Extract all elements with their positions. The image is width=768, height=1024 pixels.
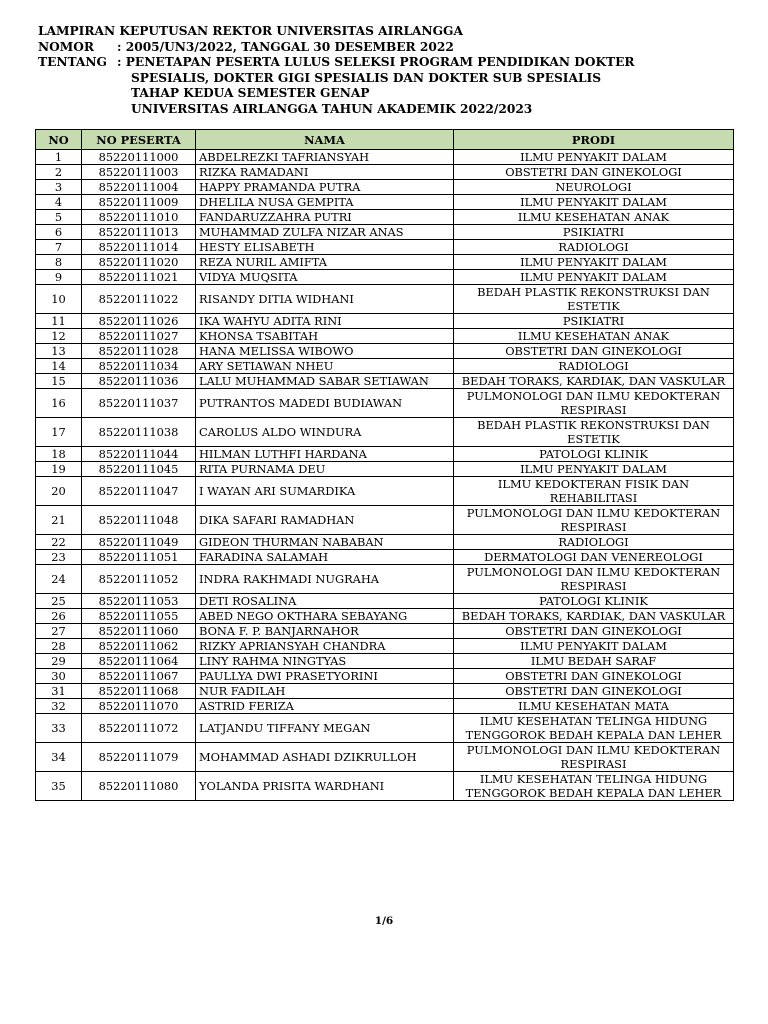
table-header-row	[36, 130, 734, 150]
cell-no: 24	[36, 565, 82, 594]
cell-no: 27	[36, 624, 82, 639]
cell-no: 3	[36, 180, 82, 195]
cell-nama: NUR FADILAH	[196, 684, 454, 699]
cell-nama: HAPPY PRAMANDA PUTRA	[196, 180, 454, 195]
cell-no: 2	[36, 165, 82, 180]
cell-no: 14	[36, 359, 82, 374]
table-row	[36, 639, 734, 654]
table-row	[36, 550, 734, 565]
cell-prodi: RADIOLOGI	[454, 535, 734, 550]
header-line-nomor	[38, 40, 635, 56]
cell-nama: FANDARUZZAHRA PUTRI	[196, 210, 454, 225]
cell-no-peserta: 85220111036	[82, 374, 196, 389]
cell-no: 15	[36, 374, 82, 389]
cell-no-peserta: 85220111048	[82, 506, 196, 535]
cell-nama: I WAYAN ARI SUMARDIKA	[196, 477, 454, 506]
cell-prodi: ILMU PENYAKIT DALAM	[454, 195, 734, 210]
cell-nama: ARY SETIAWAN NHEU	[196, 359, 454, 374]
cell-nama: LATJANDU TIFFANY MEGAN	[196, 714, 454, 743]
participants-table	[35, 129, 734, 801]
cell-no-peserta: 85220111000	[82, 150, 196, 165]
cell-no-peserta: 85220111004	[82, 180, 196, 195]
cell-no-peserta: 85220111060	[82, 624, 196, 639]
cell-nama: RIZKA RAMADANI	[196, 165, 454, 180]
table-row	[36, 624, 734, 639]
cell-no-peserta: 85220111026	[82, 314, 196, 329]
cell-nama: INDRA RAKHMADI NUGRAHA	[196, 565, 454, 594]
cell-prodi: ILMU KESEHATAN TELINGA HIDUNG TENGGOROK BEDAH KEPALA DAN LEHER	[454, 772, 734, 801]
cell-prodi: OBSTETRI DAN GINEKOLOGI	[454, 624, 734, 639]
cell-no: 23	[36, 550, 82, 565]
table-row	[36, 195, 734, 210]
cell-no: 9	[36, 270, 82, 285]
cell-nama: VIDYA MUQSITA	[196, 270, 454, 285]
cell-no: 1	[36, 150, 82, 165]
cell-nama: HESTY ELISABETH	[196, 240, 454, 255]
cell-nama: LINY RAHMA NINGTYAS	[196, 654, 454, 669]
cell-no: 10	[36, 285, 82, 314]
tentang-cont-1: SPESIALIS, DOKTER GIGI SPESIALIS DAN DOKTER SUB SPESIALIS	[131, 70, 602, 85]
cell-no-peserta: 85220111044	[82, 447, 196, 462]
tentang-label: TENTANG	[38, 55, 107, 69]
table-row	[36, 359, 734, 374]
cell-nama: RIZKY APRIANSYAH CHANDRA	[196, 639, 454, 654]
cell-prodi: PSIKIATRI	[454, 225, 734, 240]
cell-no-peserta: 85220111053	[82, 594, 196, 609]
cell-no: 22	[36, 535, 82, 550]
cell-prodi: BEDAH TORAKS, KARDIAK, DAN VASKULAR	[454, 374, 734, 389]
cell-nama: HILMAN LUTHFI HARDANA	[196, 447, 454, 462]
table-row	[36, 609, 734, 624]
table-row	[36, 374, 734, 389]
cell-nama: DHELILA NUSA GEMPITA	[196, 195, 454, 210]
table-row	[36, 314, 734, 329]
header-line-tentang	[38, 55, 635, 71]
cell-prodi: PULMONOLOGI DAN ILMU KEDOKTERAN RESPIRASI	[454, 506, 734, 535]
page-number: 1/6	[374, 915, 394, 927]
cell-nama: REZA NURIL AMIFTA	[196, 255, 454, 270]
table-row	[36, 180, 734, 195]
cell-nama: BONA F. P. BANJARNAHOR	[196, 624, 454, 639]
cell-no: 30	[36, 669, 82, 684]
cell-no-peserta: 85220111062	[82, 639, 196, 654]
cell-prodi: NEUROLOGI	[454, 180, 734, 195]
nomor-value: : 2005/UN3/2022, TANGGAL 30 DESEMBER 2022	[117, 39, 454, 54]
cell-nama: FARADINA SALAMAH	[196, 550, 454, 565]
col-header-no: NO	[36, 130, 82, 150]
tentang-cont-2: TAHAP KEDUA SEMESTER GENAP	[131, 86, 370, 100]
cell-no-peserta: 85220111080	[82, 772, 196, 801]
nomor-label: NOMOR	[38, 39, 94, 54]
cell-no: 11	[36, 314, 82, 329]
cell-no: 5	[36, 210, 82, 225]
table-row	[36, 684, 734, 699]
cell-no-peserta: 85220111021	[82, 270, 196, 285]
cell-prodi: PULMONOLOGI DAN ILMU KEDOKTERAN RESPIRASI	[454, 389, 734, 418]
cell-no: 18	[36, 447, 82, 462]
table-row	[36, 669, 734, 684]
cell-no-peserta: 85220111014	[82, 240, 196, 255]
cell-prodi: PATOLOGI KLINIK	[454, 594, 734, 609]
cell-nama: ABDELREZKI TAFRIANSYAH	[196, 150, 454, 165]
cell-prodi: RADIOLOGI	[454, 240, 734, 255]
cell-prodi: ILMU PENYAKIT DALAM	[454, 462, 734, 477]
table-row	[36, 255, 734, 270]
cell-no: 32	[36, 699, 82, 714]
cell-prodi: ILMU PENYAKIT DALAM	[454, 255, 734, 270]
cell-prodi: ILMU KEDOKTERAN FISIK DAN REHABILITASI	[454, 477, 734, 506]
cell-nama: IKA WAHYU ADITA RINI	[196, 314, 454, 329]
cell-no-peserta: 85220111038	[82, 418, 196, 447]
table-row	[36, 210, 734, 225]
cell-nama: PUTRANTOS MADEDI BUDIAWAN	[196, 389, 454, 418]
cell-prodi: ILMU PENYAKIT DALAM	[454, 639, 734, 654]
cell-nama: RITA PURNAMA DEU	[196, 462, 454, 477]
table-row	[36, 165, 734, 180]
cell-no: 17	[36, 418, 82, 447]
cell-no: 29	[36, 654, 82, 669]
cell-no: 16	[36, 389, 82, 418]
cell-nama: HANA MELISSA WIBOWO	[196, 344, 454, 359]
col-header-nama: NAMA	[196, 130, 454, 150]
cell-no-peserta: 85220111055	[82, 609, 196, 624]
col-header-prodi: PRODI	[454, 130, 734, 150]
cell-prodi: BEDAH PLASTIK REKONSTRUKSI DAN ESTETIK	[454, 418, 734, 447]
cell-prodi: ILMU PENYAKIT DALAM	[454, 150, 734, 165]
cell-nama: RISANDY DITIA WIDHANI	[196, 285, 454, 314]
cell-nama: DIKA SAFARI RAMADHAN	[196, 506, 454, 535]
cell-nama: ABED NEGO OKTHARA SEBAYANG	[196, 609, 454, 624]
cell-no: 20	[36, 477, 82, 506]
cell-no-peserta: 85220111037	[82, 389, 196, 418]
cell-no: 8	[36, 255, 82, 270]
cell-no-peserta: 85220111049	[82, 535, 196, 550]
cell-nama: KHONSA TSABITAH	[196, 329, 454, 344]
cell-prodi: RADIOLOGI	[454, 359, 734, 374]
cell-no: 25	[36, 594, 82, 609]
cell-no: 33	[36, 714, 82, 743]
table-row	[36, 447, 734, 462]
cell-nama: MOHAMMAD ASHADI DZIKRULLOH	[196, 743, 454, 772]
table-row	[36, 285, 734, 314]
table-row	[36, 699, 734, 714]
cell-no: 4	[36, 195, 82, 210]
table-row	[36, 772, 734, 801]
table-row	[36, 344, 734, 359]
cell-no: 7	[36, 240, 82, 255]
cell-prodi: ILMU KESEHATAN ANAK	[454, 210, 734, 225]
cell-no-peserta: 85220111034	[82, 359, 196, 374]
cell-prodi: OBSTETRI DAN GINEKOLOGI	[454, 165, 734, 180]
table-row	[36, 654, 734, 669]
header-line-title	[38, 24, 635, 40]
cell-nama: LALU MUHAMMAD SABAR SETIAWAN	[196, 374, 454, 389]
cell-prodi: OBSTETRI DAN GINEKOLOGI	[454, 344, 734, 359]
table-row	[36, 743, 734, 772]
cell-prodi: PATOLOGI KLINIK	[454, 447, 734, 462]
cell-no-peserta: 85220111003	[82, 165, 196, 180]
cell-prodi: PSIKIATRI	[454, 314, 734, 329]
cell-nama: DETI ROSALINA	[196, 594, 454, 609]
cell-no-peserta: 85220111067	[82, 669, 196, 684]
table-row	[36, 594, 734, 609]
document-header	[38, 24, 635, 117]
table-row	[36, 150, 734, 165]
cell-no-peserta: 85220111027	[82, 329, 196, 344]
cell-no-peserta: 85220111045	[82, 462, 196, 477]
cell-prodi: ILMU KESEHATAN TELINGA HIDUNG TENGGOROK BEDAH KEPALA DAN LEHER	[454, 714, 734, 743]
cell-no: 21	[36, 506, 82, 535]
cell-prodi: BEDAH PLASTIK REKONSTRUKSI DAN ESTETIK	[454, 285, 734, 314]
table-row	[36, 240, 734, 255]
cell-no: 34	[36, 743, 82, 772]
table-row	[36, 714, 734, 743]
cell-prodi: OBSTETRI DAN GINEKOLOGI	[454, 669, 734, 684]
table-row	[36, 270, 734, 285]
header-title: LAMPIRAN KEPUTUSAN REKTOR UNIVERSITAS AIRLANGGA	[38, 24, 463, 38]
cell-no: 6	[36, 225, 82, 240]
cell-no-peserta: 85220111047	[82, 477, 196, 506]
cell-no-peserta: 85220111020	[82, 255, 196, 270]
cell-no: 35	[36, 772, 82, 801]
table-row	[36, 565, 734, 594]
cell-prodi: ILMU KESEHATAN ANAK	[454, 329, 734, 344]
cell-no-peserta: 85220111052	[82, 565, 196, 594]
cell-no-peserta: 85220111013	[82, 225, 196, 240]
cell-no-peserta: 85220111064	[82, 654, 196, 669]
cell-prodi: ILMU BEDAH SARAF	[454, 654, 734, 669]
cell-no-peserta: 85220111079	[82, 743, 196, 772]
cell-no: 19	[36, 462, 82, 477]
table-row	[36, 225, 734, 240]
cell-prodi: ILMU PENYAKIT DALAM	[454, 270, 734, 285]
table-body	[36, 150, 734, 801]
cell-prodi: OBSTETRI DAN GINEKOLOGI	[454, 684, 734, 699]
tentang-cont-3: UNIVERSITAS AIRLANGGA TAHUN AKADEMIK 2022/2023	[131, 101, 533, 116]
cell-no: 31	[36, 684, 82, 699]
table-row	[36, 506, 734, 535]
table-row	[36, 535, 734, 550]
cell-no-peserta: 85220111010	[82, 210, 196, 225]
cell-no-peserta: 85220111028	[82, 344, 196, 359]
cell-prodi: PULMONOLOGI DAN ILMU KEDOKTERAN RESPIRASI	[454, 743, 734, 772]
cell-no-peserta: 85220111022	[82, 285, 196, 314]
table-row	[36, 329, 734, 344]
table-row	[36, 477, 734, 506]
cell-no: 28	[36, 639, 82, 654]
tentang-value: : PENETAPAN PESERTA LULUS SELEKSI PROGRAM PENDIDIKAN DOKTER	[117, 55, 635, 69]
cell-nama: YOLANDA PRISITA WARDHANI	[196, 772, 454, 801]
cell-nama: MUHAMMAD ZULFA NIZAR ANAS	[196, 225, 454, 240]
cell-nama: GIDEON THURMAN NABABAN	[196, 535, 454, 550]
cell-no-peserta: 85220111051	[82, 550, 196, 565]
col-header-no-peserta: NO PESERTA	[82, 130, 196, 150]
cell-prodi: ILMU KESEHATAN MATA	[454, 699, 734, 714]
cell-prodi: DERMATOLOGI DAN VENEREOLOGI	[454, 550, 734, 565]
cell-no-peserta: 85220111070	[82, 699, 196, 714]
cell-no-peserta: 85220111009	[82, 195, 196, 210]
cell-no: 12	[36, 329, 82, 344]
table-row	[36, 389, 734, 418]
cell-nama: CAROLUS ALDO WINDURA	[196, 418, 454, 447]
table-row	[36, 418, 734, 447]
table-row	[36, 462, 734, 477]
cell-nama: ASTRID FERIZA	[196, 699, 454, 714]
cell-prodi: PULMONOLOGI DAN ILMU KEDOKTERAN RESPIRASI	[454, 565, 734, 594]
cell-no-peserta: 85220111072	[82, 714, 196, 743]
cell-nama: PAULLYA DWI PRASETYORINI	[196, 669, 454, 684]
cell-no: 26	[36, 609, 82, 624]
cell-no: 13	[36, 344, 82, 359]
cell-no-peserta: 85220111068	[82, 684, 196, 699]
cell-prodi: BEDAH TORAKS, KARDIAK, DAN VASKULAR	[454, 609, 734, 624]
